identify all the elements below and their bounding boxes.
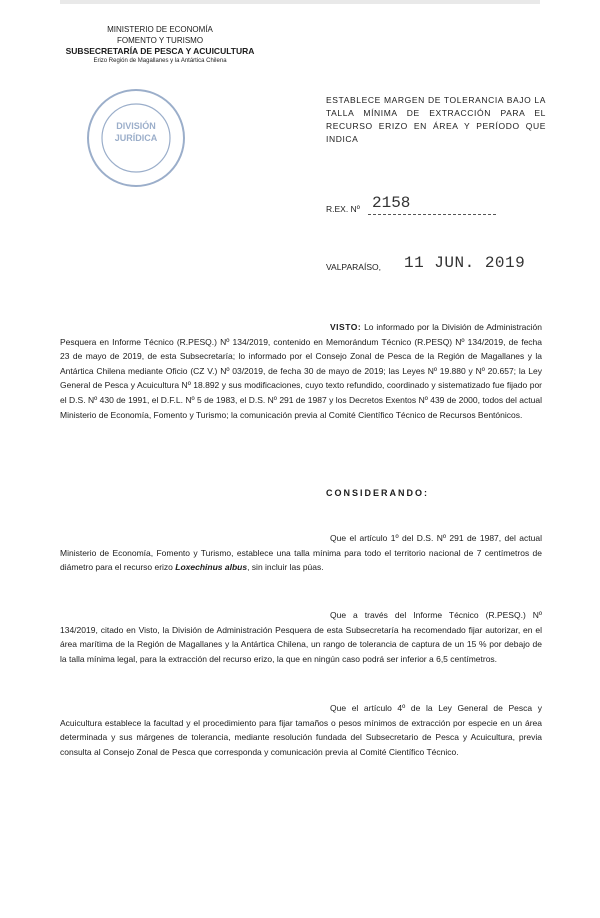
visto-label: VISTO:: [330, 322, 362, 332]
ministry-sub: FOMENTO Y TURISMO: [116, 36, 204, 45]
rex-label: R.EX. Nº: [326, 204, 360, 214]
region-line: Erizo Región de Magallanes y la Antártica Chilena: [93, 58, 227, 64]
considerando-paragraph-1: [60, 531, 542, 575]
date-value: 11 JUN. 2019: [404, 254, 526, 272]
considerando-paragraph-3: Que el artículo 4º de la Ley General de Pesca y Acuicultura establece la facultad y el procedimiento para fijar tamaños o pesos mínimos de extracción por especie en un área determinada y sus márgenes de tolerancia, mediante resolución fundada del Subsecretario de Pesca y Acuicultura, previa consulta al Consejo Zonal de Pesca que corresponda y comunicación previa al Comité Científico Técnico.: [60, 703, 542, 757]
top-scan-edge: [60, 0, 540, 4]
rex-underline: [368, 214, 496, 215]
p1-text-end: , sin incluir las púas.: [247, 562, 324, 573]
visto-text: Lo informado por la División de Administración Pesquera en Informe Técnico (R.PESQ.) Nº 134/2019, contenido en Memorándum Técnico (R.PESQ) Nº 134/2019, de fecha 23 de mayo de 2019, de esta Subsecretaría; lo informado por el Consejo Zonal de Pesca de la Región de Magallanes y la Antártica Chilena mediante Oficio (CZ V.) Nº 03/2019, de fecha 30 de mayo de 2019; las Leyes Nº 19.880 y Nº 20.657; la Ley General de Pesca y Acuicultura Nº 18.892 y sus modificaciones, cuyo texto refundido, coordinado y sistematizado fue fijado por el D.S. Nº 430 de 1991, el D.F.L. Nº 5 de 1983, el D.S. Nº 291 de 1987 y los Decretos Exentos Nº 439 de 2000, todos del actual Ministerio de Economía, Fomento y Turismo; la comunicación previa al Comité Científico Técnico de Recursos Bentónicos.: [60, 322, 542, 420]
p1-text: Que el artículo 1º del D.S. Nº 291 de 1987, del actual Ministerio de Economía, Fomento y Turismo, establece una talla mínima para todo el territorio nacional de 7 centímetros de diámetro para el recurso erizo: [60, 533, 542, 573]
resolution-number: [326, 196, 546, 220]
letterhead: [60, 24, 260, 66]
species-name: Loxechinus albus: [175, 562, 248, 573]
resolution-title: ESTABLECE MARGEN DE TOLERANCIA BAJO LA TALLA MÍNIMA DE EXTRACCIÓN PARA EL RECURSO ERIZO EN ÁREA Y PERÍODO QUE INDICA: [326, 95, 546, 144]
considerando-paragraph-2: Que a través del Informe Técnico (R.PESQ.) Nº 134/2019, citado en Visto, la División de Administración Pesquera de esta Subsecretaría ha recomendado fijar autorizar, en el área marítima de la Región de Magallanes y la Antártica Chilena, un rango de tolerancia de captura de un 15 % por debajo de la talla mínima legal, para la extracción del recurso erizo, la que en ningún caso podrá ser inferior a 6,5 centímetros.: [60, 610, 542, 664]
resolution-date: [326, 254, 546, 278]
division-juridica-stamp: [84, 86, 188, 190]
stamp-line-2: JURÍDICA: [114, 133, 158, 143]
considerando-heading: CONSIDERANDO:: [326, 488, 430, 498]
subsecretaria-name: SUBSECRETARÍA DE PESCA Y ACUICULTURA: [65, 46, 255, 56]
stamp-line-1: DIVISIÓN: [116, 121, 156, 131]
rex-number: 2158: [372, 194, 411, 212]
ministry-name: MINISTERIO DE ECONOMÍA: [107, 25, 213, 34]
date-place: VALPARAÍSO,: [326, 262, 381, 272]
visto-paragraph: [60, 320, 542, 422]
